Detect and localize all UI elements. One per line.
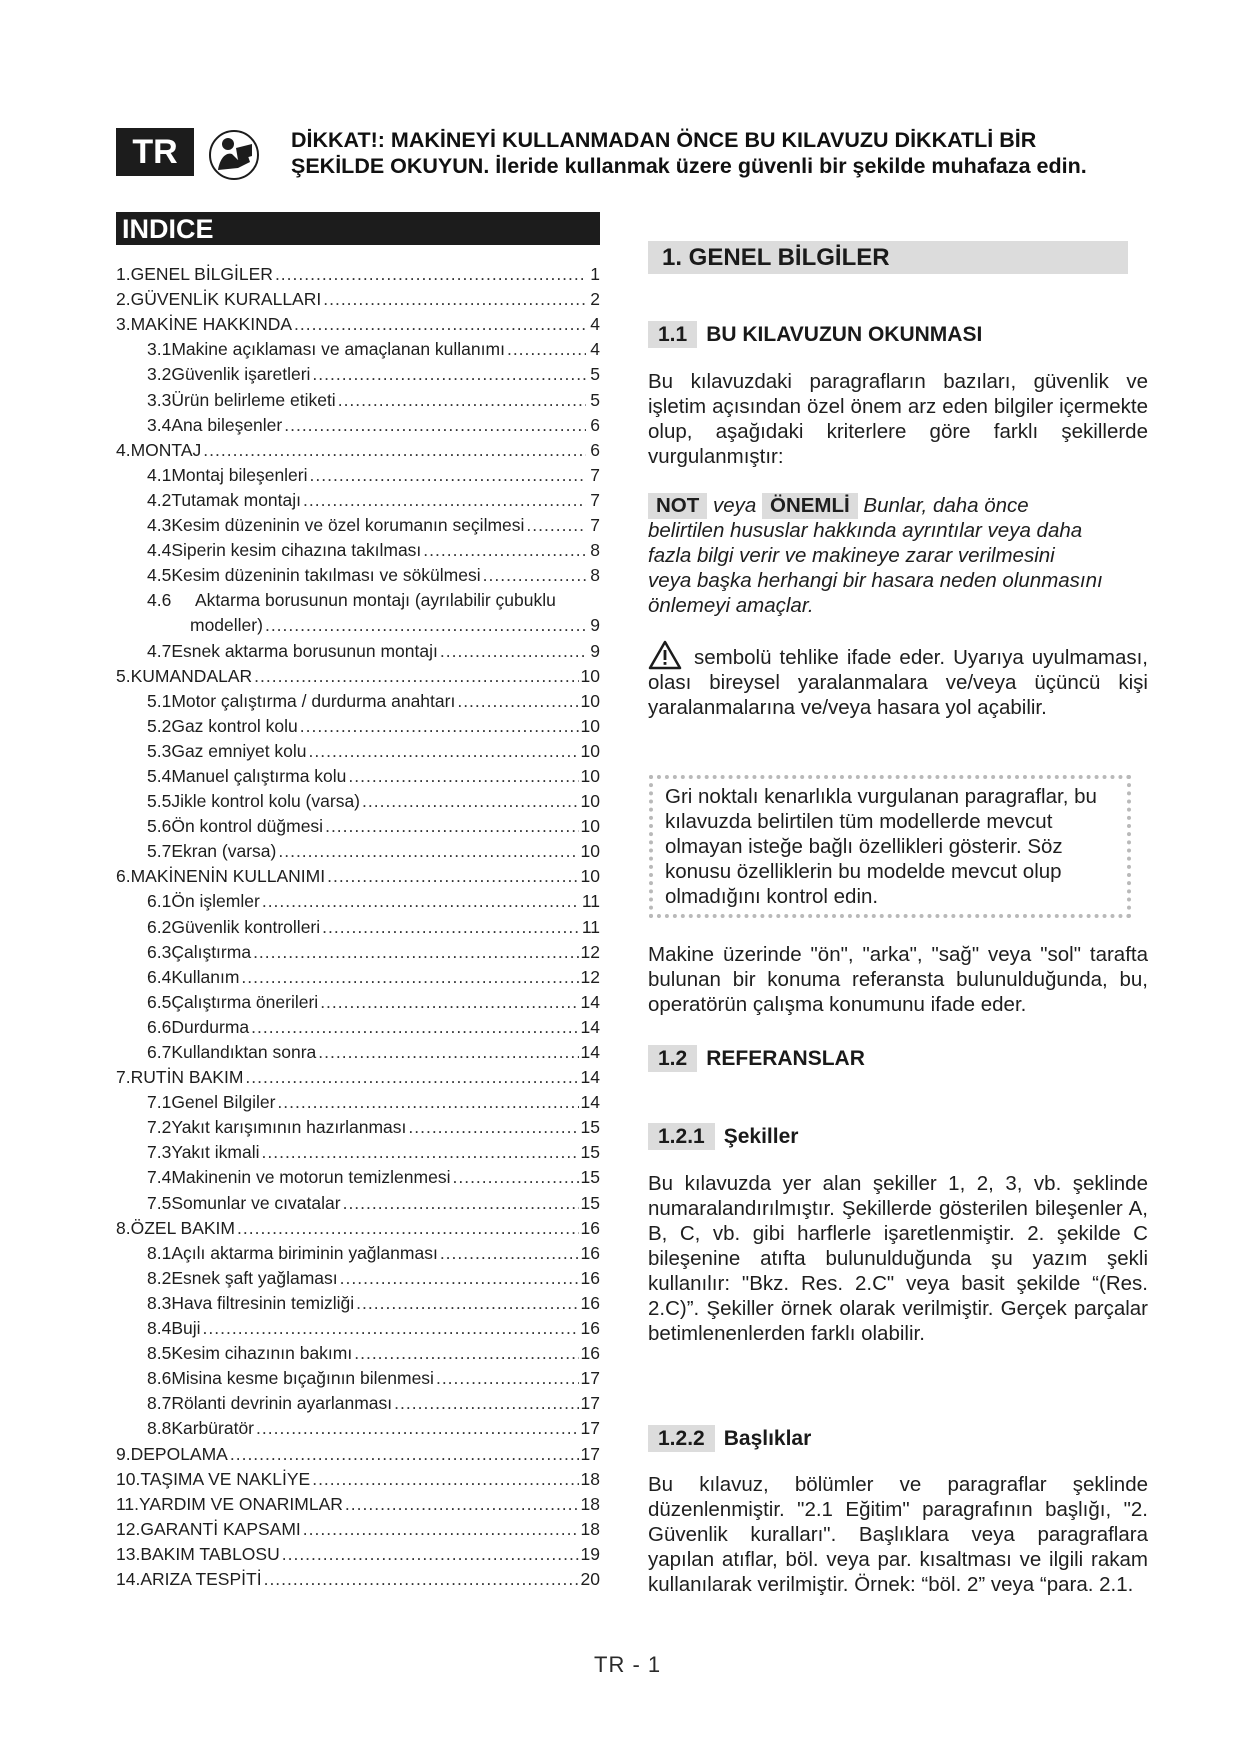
toc-entry-page: 19 — [580, 1543, 600, 1564]
note-line-3: fazla bilgi verir ve makineye zarar verilmesini — [648, 544, 1055, 567]
toc-entry-number: 8.2 — [147, 1267, 172, 1288]
toc-entry-number: 4.7 — [147, 640, 172, 661]
toc-entry-page: 17 — [580, 1418, 600, 1439]
toc-entry-title: Gaz kontrol kolu — [171, 715, 298, 736]
section-title: REFERANSLAR — [706, 1046, 865, 1070]
toc-entry[interactable] — [116, 963, 600, 988]
table-of-contents — [116, 260, 600, 1590]
toc-entry-title: RUTİN BAKIM — [130, 1067, 244, 1088]
toc-entry-page: 9 — [590, 640, 600, 661]
toc-entry[interactable] — [116, 1414, 600, 1439]
toc-entry-number: 3. — [116, 314, 131, 335]
toc-entry-title: BAKIM TABLOSU — [140, 1543, 280, 1564]
toc-entry-number: 1. — [116, 264, 131, 285]
toc-entry-page: 5 — [590, 389, 600, 410]
toc-entry[interactable] — [116, 988, 600, 1013]
toc-leader-dots — [354, 1343, 578, 1364]
toc-entry-number: 5.7 — [147, 841, 172, 862]
toc-entry-title: Gaz emniyet kolu — [171, 740, 307, 761]
toc-entry-number: 4.2 — [147, 489, 172, 510]
toc-entry-number: 5.3 — [147, 740, 172, 761]
toc-entry-page: 11 — [581, 916, 600, 937]
toc-entry-title: Yakıt ikmali — [171, 1142, 260, 1163]
toc-entry-page: 16 — [580, 1318, 600, 1339]
toc-leader-dots — [230, 1444, 579, 1465]
toc-entry-number: 6.6 — [147, 1016, 172, 1037]
toc-entry-number: 8.1 — [147, 1242, 172, 1263]
toc-entry-number: 7.2 — [147, 1117, 172, 1138]
toc-entry-page: 15 — [580, 1192, 600, 1213]
toc-entry-number: 7.4 — [147, 1167, 172, 1188]
toc-entry[interactable] — [116, 536, 600, 561]
toc-entry-title: Tutamak montajı — [171, 489, 302, 510]
toc-entry-number: 4.5 — [147, 565, 172, 586]
toc-leader-dots — [440, 1243, 579, 1264]
toc-entry-page: 6 — [590, 439, 600, 460]
paragraph-headings: Bu kılavuz, bölümler ve paragraflar şeklinde düzenlenmiştir. "2.1 Eğitim" paragrafının başlığı, "2. Güvenlik kuralları". Başlıklara veya paragraflara yapılan atıflar, böl. veya par. kısaltması ve ilgili rakam kullanılarak verilmiştir. Örnek: “böl. 2” veya “para. 2.1. — [648, 1473, 1148, 1596]
toc-entry-number: 7. — [116, 1067, 131, 1088]
toc-entry[interactable] — [116, 812, 600, 837]
toc-entry-page: 4 — [590, 339, 600, 360]
toc-entry-title: TAŞIMA VE NAKLİYE — [140, 1468, 311, 1489]
toc-leader-dots — [423, 540, 586, 561]
toc-entry-page: 7 — [590, 515, 600, 536]
toc-entry-page: 15 — [580, 1142, 600, 1163]
toc-entry-title: Çalıştırma önerileri — [171, 991, 319, 1012]
toc-leader-dots — [526, 515, 586, 536]
toc-entry[interactable] — [116, 862, 600, 887]
toc-entry-title: GARANTİ KAPSAMI — [140, 1518, 301, 1539]
section-1-2-2-heading — [648, 1425, 811, 1452]
toc-entry-title: Kesim düzeninin takılması ve sökülmesi — [171, 565, 481, 586]
toc-leader-dots — [312, 1469, 578, 1490]
toc-entry-number: 2. — [116, 289, 131, 310]
toc-entry[interactable] — [116, 1540, 600, 1565]
toc-entry-page: 12 — [580, 966, 600, 987]
toc-leader-dots — [507, 339, 586, 360]
toc-entry-page: 18 — [580, 1468, 600, 1489]
section-title: Başlıklar — [723, 1426, 812, 1450]
toc-leader-dots — [322, 917, 580, 938]
toc-entry-page: 1 — [590, 264, 600, 285]
toc-entry-page: 18 — [580, 1493, 600, 1514]
toc-leader-dots — [253, 942, 578, 963]
toc-entry-page: 14 — [580, 1067, 600, 1088]
section-title: Şekiller — [723, 1124, 799, 1148]
toc-entry[interactable] — [116, 1038, 600, 1063]
toc-leader-dots — [278, 841, 578, 862]
toc-entry-number: 6.2 — [147, 916, 172, 937]
toc-entry-page: 20 — [580, 1568, 600, 1589]
toc-entry-title: Güvenlik işaretleri — [171, 364, 311, 385]
toc-entry-page: 10 — [580, 866, 600, 887]
toc-leader-dots — [320, 992, 578, 1013]
toc-entry[interactable] — [116, 461, 600, 486]
toc-entry-title: ARIZA TESPİTİ — [140, 1568, 262, 1589]
toc-leader-dots — [310, 465, 586, 486]
toc-entry[interactable] — [116, 712, 600, 737]
toc-leader-dots — [338, 390, 586, 411]
toc-leader-dots — [251, 1017, 578, 1038]
toc-entry-number: 4. — [116, 439, 131, 460]
toc-entry-title: MONTAJ — [130, 439, 202, 460]
optional-feature-text: Gri noktalı kenarlıkla vurgulanan paragraflar, bu kılavuzda belirtilen tüm modellerde mevcut olmayan isteğe bağlı özellikleri gösterir. Söz konusu özelliklerin bu modelde mevcut olup olmadığını kontrol edin. — [665, 785, 1097, 908]
toc-leader-dots — [309, 741, 579, 762]
section-number: 1.1 — [648, 321, 697, 348]
toc-leader-dots — [452, 1167, 578, 1188]
toc-entry-page: 16 — [580, 1242, 600, 1263]
toc-entry-page: 12 — [580, 941, 600, 962]
toc-entry-title: Durdurma — [171, 1016, 250, 1037]
toc-entry-title: MAKİNE HAKKINDA — [130, 314, 293, 335]
toc-entry-title: Kesim cihazının bakımı — [171, 1343, 353, 1364]
toc-entry-title: GENEL BİLGİLER — [130, 264, 273, 285]
toc-entry-number: 7.1 — [147, 1092, 172, 1113]
toc-entry-page: 10 — [580, 816, 600, 837]
toc-entry[interactable] — [116, 1339, 600, 1364]
toc-entry-title: Makine açıklaması ve amaçlanan kullanımı — [171, 339, 505, 360]
toc-entry-page: 4 — [590, 314, 600, 335]
toc-entry-number: 3.1 — [147, 339, 172, 360]
toc-entry-title: Somunlar ve cıvatalar — [171, 1192, 341, 1213]
toc-entry-title: modeller) — [190, 615, 263, 636]
toc-leader-dots — [345, 1494, 579, 1515]
toc-entry-page: 10 — [580, 841, 600, 862]
toc-entry[interactable] — [116, 561, 600, 586]
toc-entry[interactable] — [116, 1138, 600, 1163]
toc-leader-dots — [237, 1218, 579, 1239]
toc-leader-dots — [284, 415, 586, 436]
toc-entry[interactable] — [116, 1239, 600, 1264]
toc-entry-title: Esnek şaft yağlaması — [171, 1267, 338, 1288]
toc-entry[interactable] — [116, 1389, 600, 1414]
toc-entry-number: 8.3 — [147, 1292, 172, 1313]
toc-entry-page: 16 — [580, 1267, 600, 1288]
section-1-2-1-heading — [648, 1123, 798, 1150]
toc-entry-title: Siperin kesim cihazına takılması — [171, 540, 422, 561]
toc-entry-title: Ekran (varsa) — [171, 841, 277, 862]
section-number: 1.2 — [648, 1045, 697, 1072]
toc-entry-number: 7.5 — [147, 1192, 172, 1213]
toc-entry-title: YARDIM VE ONARIMLAR — [139, 1493, 343, 1514]
toc-entry-number: 6. — [116, 866, 131, 887]
toc-entry-number: 9. — [116, 1443, 131, 1464]
toc-entry-number: 8.6 — [147, 1368, 172, 1389]
toc-entry[interactable] — [116, 335, 600, 360]
toc-entry-page: 14 — [580, 1092, 600, 1113]
toc-entry-number: 5.2 — [147, 715, 172, 736]
section-number: 1.2.2 — [648, 1425, 715, 1452]
toc-entry-number: 6.3 — [147, 941, 172, 962]
toc-entry[interactable] — [116, 586, 600, 611]
toc-entry-page: 10 — [580, 665, 600, 686]
toc-entry[interactable] — [116, 1515, 600, 1540]
toc-entry-page: 16 — [580, 1292, 600, 1313]
toc-entry-number: 6.1 — [147, 891, 172, 912]
toc-entry-title: Manuel çalıştırma kolu — [171, 765, 347, 786]
toc-leader-dots — [277, 1092, 578, 1113]
toc-entry-page: 15 — [580, 1167, 600, 1188]
toc-entry-page: 8 — [590, 540, 600, 561]
toc-entry-title: Motor çalıştırma / durdurma anahtarı — [171, 690, 456, 711]
toc-leader-dots — [256, 1418, 579, 1439]
toc-entry-number: 5. — [116, 665, 131, 686]
toc-entry-page: 5 — [590, 364, 600, 385]
section-1-1-heading — [648, 321, 982, 348]
toc-entry[interactable] — [116, 1088, 600, 1113]
toc-leader-dots — [262, 1142, 579, 1163]
toc-leader-dots — [262, 891, 580, 912]
toc-entry-title: Ön işlemler — [171, 891, 260, 912]
toc-entry-number: 4.3 — [147, 515, 172, 536]
toc-entry-title: Makinenin ve motorun temizlenmesi — [171, 1167, 451, 1188]
toc-entry-page: 10 — [580, 690, 600, 711]
section-1-2-heading — [648, 1045, 865, 1072]
toc-entry-number: 3.2 — [147, 364, 172, 385]
toc-entry-title: GÜVENLİK KURALLARI — [130, 289, 322, 310]
toc-leader-dots — [312, 364, 586, 385]
toc-leader-dots — [394, 1393, 578, 1414]
toc-entry-page: 14 — [580, 1016, 600, 1037]
toc-entry-title: Rölanti devrinin ayarlanması — [171, 1393, 393, 1414]
toc-entry-page: 11 — [581, 891, 600, 912]
toc-leader-dots — [457, 691, 578, 712]
toc-entry-number: 5.1 — [147, 690, 172, 711]
toc-entry-page: 7 — [590, 489, 600, 510]
toc-entry-title: Çalıştırma — [171, 941, 252, 962]
toc-entry-number: 5.5 — [147, 791, 172, 812]
toc-leader-dots — [264, 1569, 579, 1590]
toc-entry-title: Kesim düzeninin ve özel korumanın seçilmesi — [171, 515, 525, 536]
toc-entry[interactable] — [116, 1289, 600, 1314]
toc-entry-page: 10 — [580, 791, 600, 812]
toc-entry-title: Hava filtresinin temizliği — [171, 1292, 355, 1313]
toc-entry[interactable] — [116, 1113, 600, 1138]
toc-entry-title: Genel Bilgiler — [171, 1092, 276, 1113]
toc-leader-dots — [362, 791, 579, 812]
toc-entry-page: 17 — [580, 1393, 600, 1414]
toc-entry-title: Ön kontrol düğmesi — [171, 816, 324, 837]
note-chip: NOT — [648, 493, 707, 519]
note-rest: Bunlar, daha önce — [863, 494, 1029, 517]
toc-entry[interactable] — [116, 837, 600, 862]
toc-entry-page: 10 — [580, 765, 600, 786]
toc-entry[interactable] — [116, 486, 600, 511]
read-manual-icon — [208, 130, 260, 180]
toc-leader-dots — [340, 1268, 579, 1289]
note-or: veya — [712, 494, 757, 517]
toc-entry[interactable] — [116, 1465, 600, 1490]
toc-entry-title: Kullandıktan sonra — [171, 1042, 317, 1062]
toc-entry-title: Aktarma borusunun montajı (ayrılabilir çubuklu — [195, 590, 556, 611]
toc-entry-number: 4.4 — [147, 540, 172, 561]
toc-entry-number: 4.1 — [147, 464, 172, 485]
warning-header — [291, 127, 1171, 179]
toc-entry[interactable] — [116, 687, 600, 712]
toc-leader-dots — [325, 816, 578, 837]
toc-entry[interactable] — [116, 1013, 600, 1038]
toc-entry[interactable] — [116, 385, 600, 410]
toc-entry[interactable] — [116, 511, 600, 536]
toc-entry-number: 8.8 — [147, 1418, 172, 1439]
toc-entry-title: Montaj bileşenleri — [171, 464, 308, 485]
toc-entry-title: Ana bileşenler — [171, 414, 283, 435]
toc-entry[interactable] — [116, 436, 600, 461]
toc-entry-page: 18 — [580, 1518, 600, 1539]
toc-leader-dots — [294, 314, 586, 335]
toc-leader-dots — [356, 1293, 578, 1314]
section-1-title: 1. GENEL BİLGİLER — [648, 241, 1128, 274]
toc-entry-title: Buji — [171, 1318, 201, 1339]
toc-entry[interactable] — [116, 662, 600, 687]
toc-entry[interactable] — [116, 1214, 600, 1239]
toc-entry-page: 17 — [580, 1368, 600, 1389]
toc-entry[interactable] — [116, 938, 600, 963]
toc-leader-dots — [300, 716, 579, 737]
toc-entry[interactable] — [116, 1188, 600, 1213]
toc-entry-number: 6.7 — [147, 1042, 172, 1062]
toc-entry-title: ÖZEL BAKIM — [130, 1217, 235, 1238]
toc-leader-dots — [265, 615, 586, 636]
toc-entry-page: 2 — [590, 289, 600, 310]
toc-entry-number: 8.5 — [147, 1343, 172, 1364]
toc-entry-title: Esnek aktarma borusunun montajı — [171, 640, 438, 661]
toc-entry[interactable] — [116, 737, 600, 762]
toc-entry-title: Yakıt karışımının hazırlanması — [171, 1117, 407, 1138]
toc-entry-number: 5.6 — [147, 816, 172, 837]
toc-entry[interactable] — [116, 1163, 600, 1188]
toc-entry-number: 4.6 — [147, 590, 172, 611]
note-line-2: belirtilen hususlar hakkında ayrıntılar veya daha — [648, 519, 1083, 542]
toc-entry[interactable] — [116, 1264, 600, 1289]
toc-entry[interactable] — [116, 1439, 600, 1464]
toc-entry-number: 11. — [116, 1493, 140, 1514]
toc-leader-dots — [440, 641, 586, 662]
paragraph-warning-symbol: sembolü tehlike ifade eder. Uyarıya uyulmaması, olası bireysel yaralanmalara ve/veya üçüncü kişi yaralanmalarına ve/veya hasara yol açabilir. — [648, 646, 1148, 719]
toc-entry-title: MAKİNENİN KULLANIMI — [130, 866, 326, 887]
toc-entry-page: 6 — [590, 414, 600, 435]
section-title: BU KILAVUZUN OKUNMASI — [706, 322, 983, 346]
toc-entry-number: 5.4 — [147, 765, 172, 786]
warning-line-1: DİKKAT!: MAKİNEYİ KULLANMADAN ÖNCE BU KILAVUZU DİKKATLİ BİR — [291, 128, 1037, 152]
toc-entry-number: 8.7 — [147, 1393, 172, 1414]
toc-leader-dots — [303, 1519, 579, 1540]
toc-entry[interactable] — [116, 762, 600, 787]
toc-entry-number: 12. — [116, 1518, 141, 1539]
toc-entry-page: 8 — [590, 565, 600, 586]
toc-leader-dots — [203, 1318, 579, 1339]
toc-entry-page: 17 — [580, 1443, 600, 1464]
toc-entry-title: Ürün belirleme etiketi — [171, 389, 336, 410]
toc-leader-dots — [254, 666, 578, 687]
toc-entry[interactable] — [116, 787, 600, 812]
toc-leader-dots — [203, 440, 586, 461]
toc-entry-number: 6.5 — [147, 991, 172, 1012]
toc-leader-dots — [241, 967, 578, 988]
toc-entry-title: Karbüratör — [171, 1418, 255, 1439]
toc-title: INDICE — [116, 212, 600, 245]
note-line-5: önlemeyi amaçlar. — [648, 594, 814, 617]
toc-leader-dots — [245, 1067, 578, 1088]
toc-entry-number: 8. — [116, 1217, 131, 1238]
paragraph-position-reference: Makine üzerinde "ön", "arka", "sağ" veya "sol" tarafta bulunan bir konuma referansta bulunulduğunda, bu, operatörün çalışma konumunu ifade eder. — [648, 943, 1148, 1016]
toc-entry-title: Jikle kontrol kolu (varsa) — [171, 791, 360, 812]
toc-entry[interactable] — [116, 360, 600, 385]
toc-entry[interactable] — [116, 1565, 600, 1590]
toc-entry-title: Güvenlik kontrolleri — [171, 916, 321, 937]
toc-leader-dots — [318, 1042, 578, 1063]
important-chip: ÖNEMLİ — [762, 493, 858, 519]
language-badge: TR — [116, 128, 194, 176]
toc-entry[interactable] — [116, 1490, 600, 1515]
toc-entry-number: 6.4 — [147, 966, 172, 987]
toc-entry[interactable] — [116, 1063, 600, 1088]
toc-entry-page: 7 — [590, 464, 600, 485]
toc-leader-dots — [275, 264, 586, 285]
toc-entry-number: 10. — [116, 1468, 141, 1489]
toc-entry[interactable] — [116, 912, 600, 937]
toc-entry-title: Kullanım — [171, 966, 240, 987]
toc-entry-page: 15 — [580, 1117, 600, 1138]
toc-entry[interactable] — [116, 1314, 600, 1339]
note-line-4: veya başka herhangi bir hasara neden olunmasını — [648, 569, 1103, 592]
toc-entry-title: Misina kesme bıçağının bilenmesi — [171, 1368, 434, 1389]
toc-entry-title: DEPOLAMA — [130, 1443, 228, 1464]
toc-entry[interactable] — [116, 1364, 600, 1389]
toc-entry-title: KUMANDALAR — [130, 665, 253, 686]
page-number: TR - 1 — [594, 1652, 662, 1677]
toc-entry-page: 10 — [580, 715, 600, 736]
toc-entry[interactable] — [116, 260, 600, 285]
warning-line-2: ŞEKİLDE OKUYUN. İleride kullanmak üzere güvenli bir şekilde muhafaza edin. — [291, 154, 1087, 178]
toc-entry-page: 16 — [580, 1343, 600, 1364]
toc-entry-page: 9 — [590, 615, 600, 636]
toc-entry-number: 13. — [116, 1543, 141, 1564]
toc-leader-dots — [327, 866, 578, 887]
toc-entry[interactable] — [116, 887, 600, 912]
paragraph-reading-intro: Bu kılavuzdaki paragrafların bazıları, güvenlik ve işletim açısından özel önem arz eden bilgiler içermekte olup, aşağıdaki kriterlere göre farklı şekillerde vurgulanmıştır: — [648, 370, 1148, 468]
toc-entry-page: 14 — [580, 991, 600, 1012]
toc-entry-page: 10 — [580, 740, 600, 761]
toc-entry[interactable] — [116, 310, 600, 335]
toc-leader-dots — [343, 1193, 579, 1214]
toc-entry[interactable] — [116, 636, 600, 661]
toc-leader-dots — [483, 565, 586, 586]
toc-entry-number: 8.4 — [147, 1318, 172, 1339]
paragraph-figures: Bu kılavuzda yer alan şekiller 1, 2, 3, vb. şeklinde numaralandırılmıştır. Şekillerde gösterilen bileşenler A, B, C, vb. gibi harflerle işaretlenmiştir. 2. şekilde C bileşenine atıfta bulunulduğunda şu yazım şekli kullanılır: "Bkz. Res. 2.C" veya basit şekilde “(Res. 2.C)”. Şekiller örnek olarak verilmiştir. Gerçek parçalar betimlenenlerden farklı olabilir. — [648, 1172, 1148, 1345]
toc-entry-title: Açılı aktarma biriminin yağlanması — [171, 1242, 438, 1263]
toc-entry-number: 14. — [116, 1568, 141, 1589]
toc-leader-dots — [303, 490, 586, 511]
toc-leader-dots — [282, 1544, 579, 1565]
toc-leader-dots — [323, 289, 586, 310]
toc-leader-dots — [436, 1368, 579, 1389]
toc-entry-page: 16 — [580, 1217, 600, 1238]
toc-entry-number: 7.3 — [147, 1142, 172, 1163]
toc-entry[interactable] — [116, 611, 600, 636]
section-number: 1.2.1 — [648, 1123, 715, 1150]
toc-entry-page: 14 — [580, 1042, 600, 1062]
toc-entry[interactable] — [116, 285, 600, 310]
toc-entry-number: 3.3 — [147, 389, 172, 410]
toc-leader-dots — [348, 766, 578, 787]
toc-leader-dots — [408, 1117, 578, 1138]
toc-entry-number: 3.4 — [147, 414, 172, 435]
note-line-1 — [648, 493, 1208, 519]
toc-entry[interactable] — [116, 411, 600, 436]
